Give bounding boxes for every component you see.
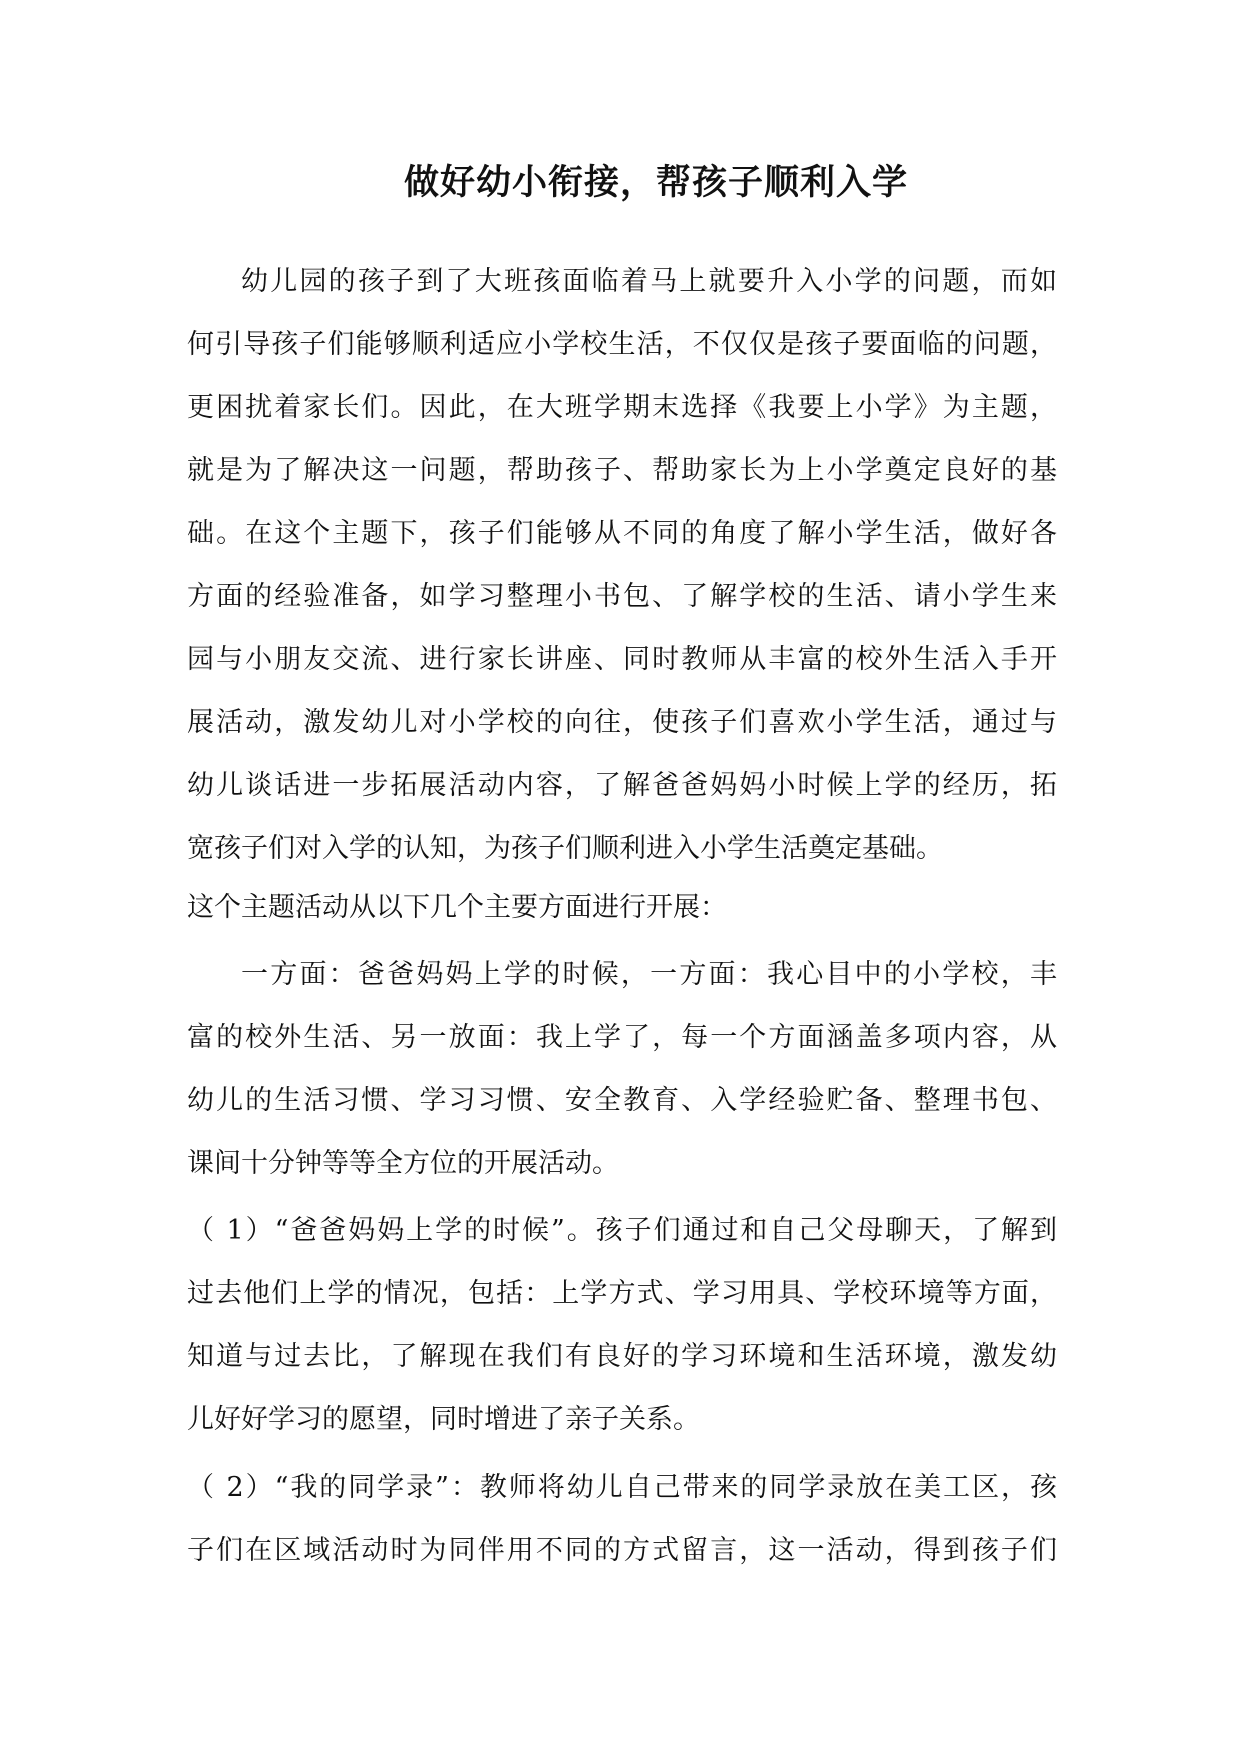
paragraph-line: 宽孩子们对入学的认知，为孩子们顺利进入小学生活奠定基础。 — [187, 833, 943, 864]
paragraph-line: 知道与过去比，了解现在我们有良好的学习环境和生活环境，激发幼 — [187, 1341, 1057, 1372]
document-title: 做好幼小衔接，帮孩子顺利入学 — [403, 162, 908, 203]
paragraph-line: 展活动，激发幼儿对小学校的向往，使孩子们喜欢小学生活，通过与 — [187, 707, 1057, 738]
paragraph-line: 儿好好学习的愿望，同时增进了亲子关系。 — [187, 1404, 700, 1435]
paragraph-line: 课间十分钟等等全方位的开展活动。 — [187, 1148, 619, 1179]
list-item-line: （ 1）“爸爸妈妈上学的时候”。孩子们通过和自己父母聊天，了解到 — [187, 1215, 1057, 1246]
paragraph-line: 方面的经验准备，如学习整理小书包、了解学校的生活、请小学生来 — [187, 581, 1057, 612]
paragraph-line: 就是为了解决这一问题，帮助孩子、帮助家长为上小学奠定良好的基 — [187, 455, 1057, 486]
paragraph-line: 一方面：爸爸妈妈上学的时候，一方面：我心目中的小学校，丰 — [241, 959, 1057, 990]
paragraph-line: 幼儿的生活习惯、学习习惯、安全教育、入学经验贮备、整理书包、 — [187, 1085, 1057, 1116]
paragraph-line: 富的校外生活、另一放面：我上学了，每一个方面涵盖多项内容，从 — [187, 1022, 1057, 1053]
paragraph-line: 幼儿园的孩子到了大班孩面临着马上就要升入小学的问题，而如 — [241, 266, 1057, 297]
paragraph-line: 更困扰着家长们。因此，在大班学期末选择《我要上小学》为主题， — [187, 392, 1057, 423]
paragraph-line: 过去他们上学的情况，包括：上学方式、学习用具、学校环境等方面， — [187, 1278, 1057, 1309]
paragraph-line: 础。在这个主题下，孩子们能够从不同的角度了解小学生活，做好各 — [187, 518, 1057, 549]
paragraph-line: 幼儿谈话进一步拓展活动内容，了解爸爸妈妈小时候上学的经历，拓 — [187, 770, 1057, 801]
list-item-line: （ 2）“我的同学录”：教师将幼儿自己带来的同学录放在美工区，孩 — [187, 1472, 1057, 1503]
paragraph-line: 园与小朋友交流、进行家长讲座、同时教师从丰富的校外生活入手开 — [187, 644, 1057, 675]
paragraph-line: 这个主题活动从以下几个主要方面进行开展： — [187, 892, 727, 923]
paragraph-line: 何引导孩子们能够顺利适应小学校生活，不仅仅是孩子要面临的问题， — [187, 329, 1057, 360]
paragraph-line: 子们在区域活动时为同伴用不同的方式留言，这一活动，得到孩子们 — [187, 1535, 1057, 1566]
